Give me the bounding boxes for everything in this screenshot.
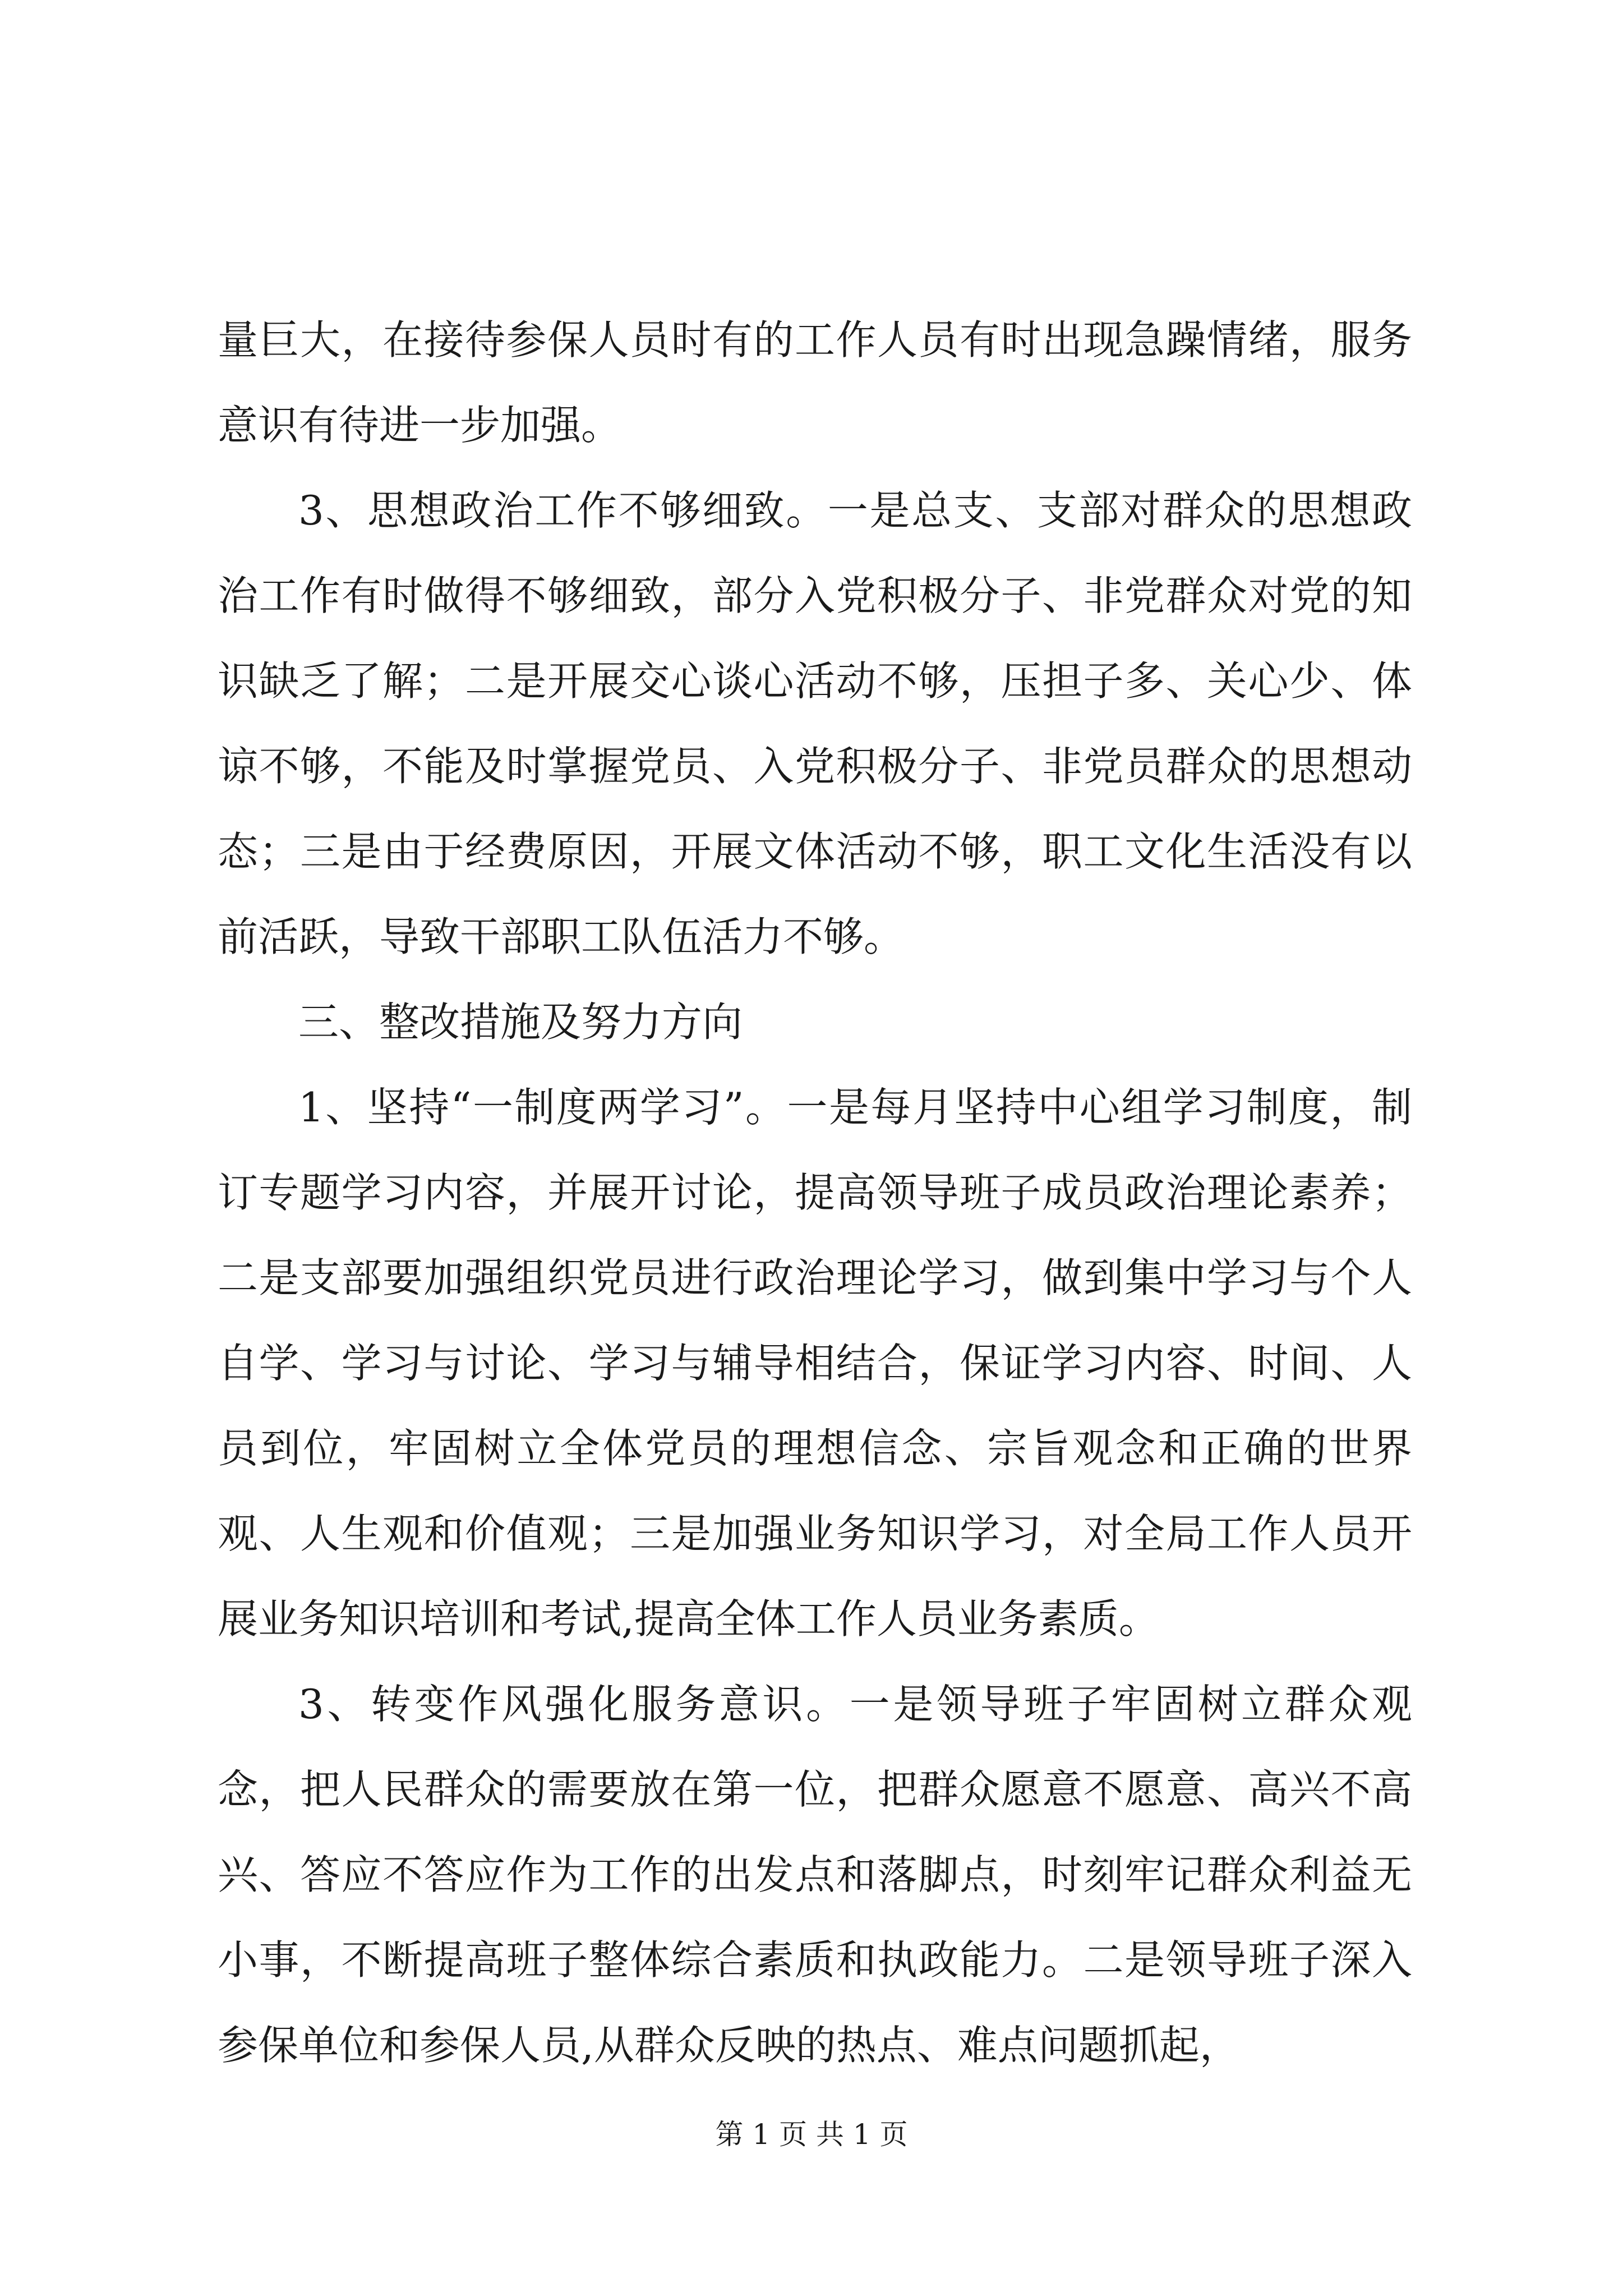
section-heading-rectification: 三、整改措施及努力方向 bbox=[298, 999, 743, 1046]
paragraph-political-work: 3、思想政治工作不够细致。一是总支、支部对群众的思想政治工作有时做得不够细致，部分入党积极分子、非党群众对党的知识缺乏了解；二是开展交心谈心活动不够，压担子多、关心少、体谅不够，不能及时掌握党员、入党积极分子、非党员群众的思想动态；三是由于经费原因，开展文体活动不够，职工文化生活没有以前活跃，导致干部职工队伍活力不够。 bbox=[218, 487, 1412, 960]
paragraph-continuation: 量巨大，在接待参保人员时有的工作人员有时出现急躁情绪，服务意识有待进一步加强。 bbox=[218, 316, 1412, 449]
paragraph-service-awareness: 3、转变作风强化服务意识。一是领导班子牢固树立群众观念，把人民群众的需要放在第一位，把群众愿意不愿意、高兴不高兴、答应不答应作为工作的出发点和落脚点，时刻牢记群众利益无小事，不断提高班子整体综合素质和执政能力。二是领导班子深入参保单位和参保人员,从群众反映的热点、难点问题抓起， bbox=[218, 1681, 1412, 2069]
paragraph-study-system: 1、坚持“一制度两学习”。一是每月坚持中心组学习制度，制订专题学习内容，并展开讨论，提高领导班子成员政治理论素养；二是支部要加强组织党员进行政治理论学习，做到集中学习与个人自学、学习与讨论、学习与辅导相结合，保证学习内容、时间、人员到位，牢固树立全体党员的理想信念、宗旨观念和正确的世界观、人生观和价值观；三是加强业务知识学习，对全局工作人员开展业务知识培训和考试,提高全体工作人员业务素质。 bbox=[218, 1084, 1412, 1642]
page-footer: 第 1 页 共 1 页 bbox=[715, 2118, 908, 2151]
document-body bbox=[218, 297, 1412, 2088]
